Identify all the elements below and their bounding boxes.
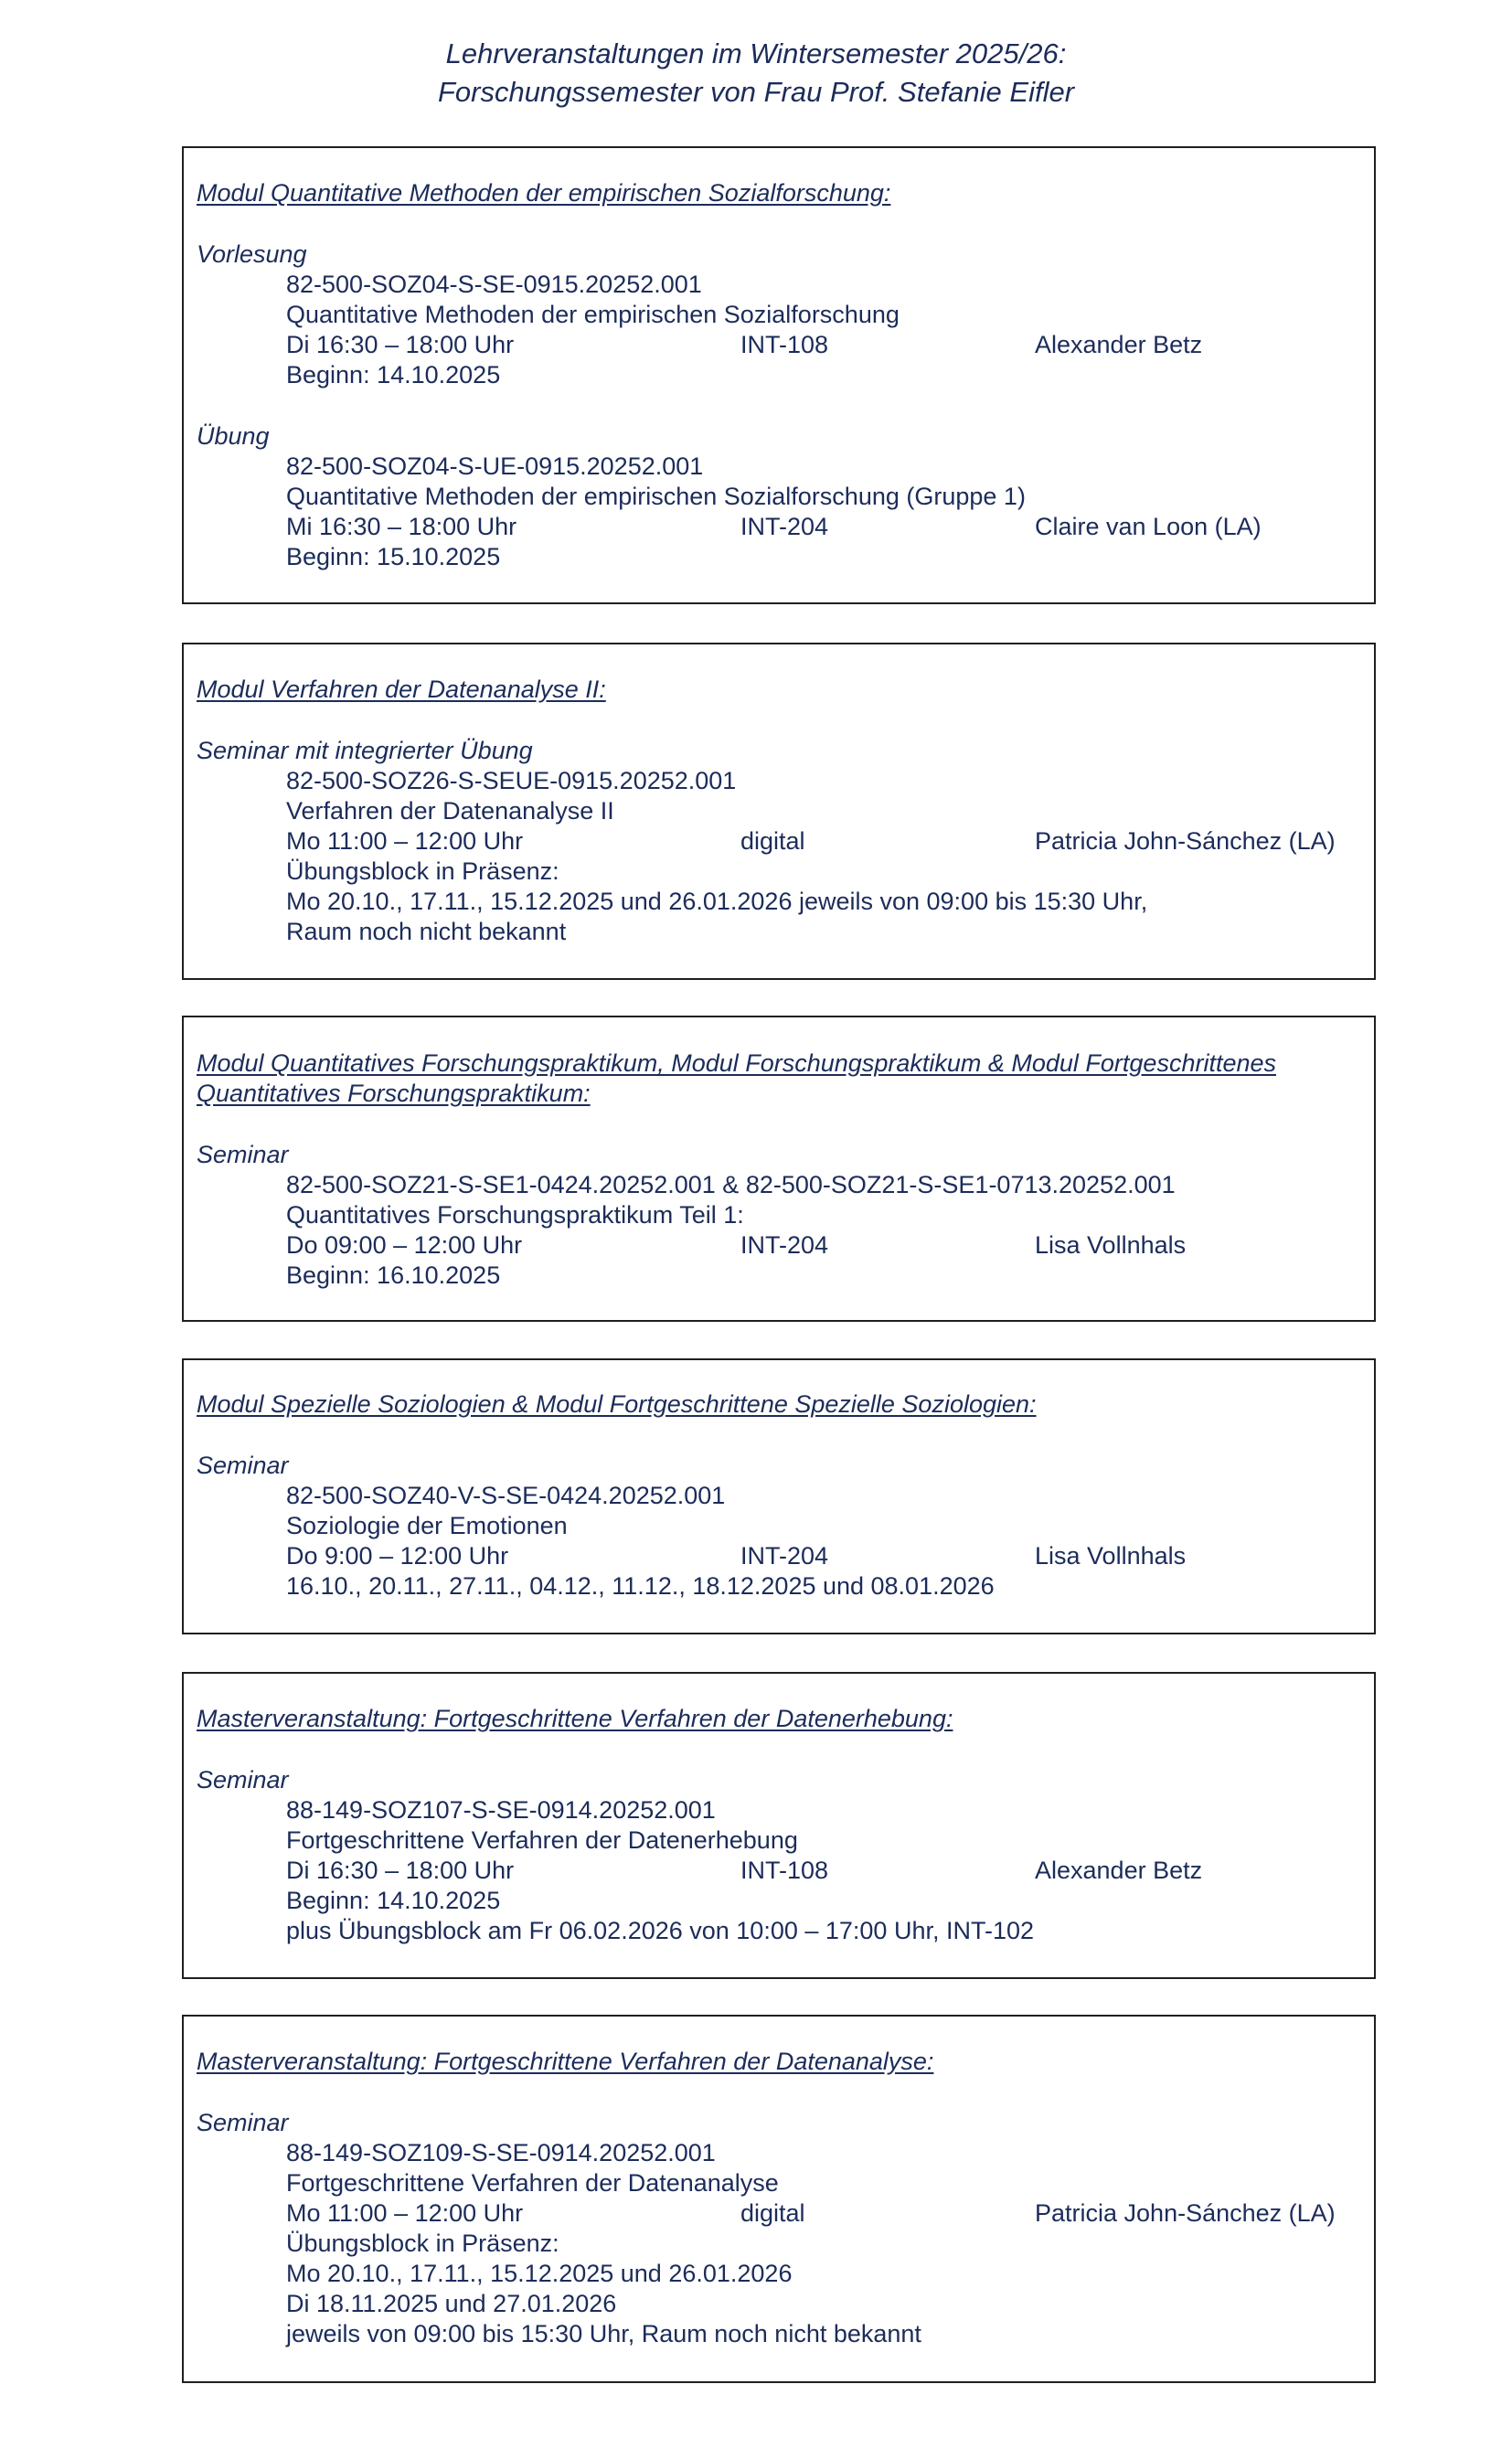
course-note: plus Übungsblock am Fr 06.02.2026 von 10:00 – 17:00 Uhr, INT-102 [286, 1917, 1035, 1944]
course-room: digital [740, 827, 805, 855]
course-code: 88-149-SOZ107-S-SE-0914.20252.001 [286, 1796, 716, 1824]
module-heading: Modul Quantitative Methoden der empirischen Sozialforschung: [197, 179, 891, 207]
module-box-master-datenanalyse [182, 2015, 1376, 2383]
course-room: INT-204 [740, 1542, 829, 1570]
course-note: Beginn: 14.10.2025 [286, 1887, 501, 1914]
course-lecturer: Lisa Vollnhals [1035, 1542, 1187, 1570]
course-type: Vorlesung [197, 240, 307, 268]
course-lecturer: Claire van Loon (LA) [1035, 513, 1262, 540]
module-heading: Modul Quantitatives Forschungspraktikum, Modul Forschungspraktikum & Modul Fortgeschrittenes [197, 1049, 1276, 1077]
course-code: 82-500-SOZ21-S-SE1-0424.20252.001 & 82-500-SOZ21-S-SE1-0713.20252.001 [286, 1171, 1176, 1198]
course-room: INT-204 [740, 513, 829, 540]
course-name: Soziologie der Emotionen [286, 1512, 568, 1539]
module-heading-continued: Quantitatives Forschungspraktikum: [197, 1080, 591, 1107]
course-note: Beginn: 15.10.2025 [286, 543, 501, 570]
module-heading: Masterveranstaltung: Fortgeschrittene Verfahren der Datenerhebung: [197, 1705, 953, 1732]
page-title: Lehrveranstaltungen im Wintersemester 2025/26: [445, 37, 1067, 69]
module-box-datenanalyse-ii [182, 643, 1376, 980]
module-box-quantitative-methoden [182, 146, 1376, 604]
course-name: Verfahren der Datenanalyse II [286, 797, 614, 825]
course-time: Mi 16:30 – 18:00 Uhr [286, 513, 517, 540]
course-room: INT-108 [740, 331, 829, 358]
course-name: Quantitative Methoden der empirischen Sozialforschung (Gruppe 1) [286, 483, 1026, 510]
course-code: 82-500-SOZ40-V-S-SE-0424.20252.001 [286, 1482, 726, 1509]
course-lecturer: Alexander Betz [1035, 331, 1203, 358]
course-code: 82-500-SOZ04-S-UE-0915.20252.001 [286, 452, 704, 480]
course-type: Seminar [197, 1141, 289, 1168]
course-type: Seminar mit integrierter Übung [197, 737, 533, 764]
course-name: Fortgeschrittene Verfahren der Datenerhebung [286, 1826, 798, 1854]
course-time: Mo 11:00 – 12:00 Uhr [286, 2199, 524, 2227]
course-type: Übung [197, 422, 270, 450]
course-lecturer: Alexander Betz [1035, 1857, 1203, 1884]
course-note: Raum noch nicht bekannt [286, 918, 567, 945]
course-type: Seminar [197, 2109, 289, 2136]
page-subtitle: Forschungssemester von Frau Prof. Stefanie Eifler [437, 76, 1075, 108]
course-name: Quantitatives Forschungspraktikum Teil 1: [286, 1201, 744, 1229]
module-box-spezielle-soziologien [182, 1358, 1376, 1634]
course-note: Mo 20.10., 17.11., 15.12.2025 und 26.01.2026 [286, 2260, 793, 2287]
course-note: Beginn: 14.10.2025 [286, 361, 501, 388]
module-box-master-datenerhebung [182, 1672, 1376, 1979]
course-time: Do 9:00 – 12:00 Uhr [286, 1542, 509, 1570]
course-room: INT-108 [740, 1857, 829, 1884]
course-note: 16.10., 20.11., 27.11., 04.12., 11.12., 18.12.2025 und 08.01.2026 [286, 1572, 995, 1600]
module-heading: Masterveranstaltung: Fortgeschrittene Verfahren der Datenanalyse: [197, 2048, 934, 2075]
course-type: Seminar [197, 1766, 289, 1793]
module-box-forschungspraktikum [182, 1016, 1376, 1322]
course-room: INT-204 [740, 1231, 829, 1259]
course-time: Mo 11:00 – 12:00 Uhr [286, 827, 524, 855]
course-note: Beginn: 16.10.2025 [286, 1261, 501, 1289]
course-time: Di 16:30 – 18:00 Uhr [286, 1857, 515, 1884]
course-note: Mo 20.10., 17.11., 15.12.2025 und 26.01.2026 jeweils von 09:00 bis 15:30 Uhr, [286, 888, 1148, 915]
module-heading: Modul Verfahren der Datenanalyse II: [197, 676, 606, 703]
course-time: Do 09:00 – 12:00 Uhr [286, 1231, 523, 1259]
course-room: digital [740, 2199, 805, 2227]
course-name: Fortgeschrittene Verfahren der Datenanalyse [286, 2169, 779, 2197]
course-lecturer: Patricia John-Sánchez (LA) [1035, 827, 1336, 855]
course-code: 82-500-SOZ26-S-SEUE-0915.20252.001 [286, 767, 737, 794]
course-note: Übungsblock in Präsenz: [286, 2230, 559, 2257]
course-note: Di 18.11.2025 und 27.01.2026 [286, 2290, 617, 2317]
course-note: Übungsblock in Präsenz: [286, 857, 559, 885]
course-note: jeweils von 09:00 bis 15:30 Uhr, Raum noch nicht bekannt [286, 2320, 921, 2347]
course-code: 82-500-SOZ04-S-SE-0915.20252.001 [286, 271, 702, 298]
course-name: Quantitative Methoden der empirischen Sozialforschung [286, 301, 900, 328]
course-code: 88-149-SOZ109-S-SE-0914.20252.001 [286, 2139, 716, 2166]
course-lecturer: Lisa Vollnhals [1035, 1231, 1187, 1259]
course-lecturer: Patricia John-Sánchez (LA) [1035, 2199, 1336, 2227]
course-type: Seminar [197, 1452, 289, 1479]
course-time: Di 16:30 – 18:00 Uhr [286, 331, 515, 358]
module-heading: Modul Spezielle Soziologien & Modul Fortgeschrittene Spezielle Soziologien: [197, 1390, 1037, 1418]
